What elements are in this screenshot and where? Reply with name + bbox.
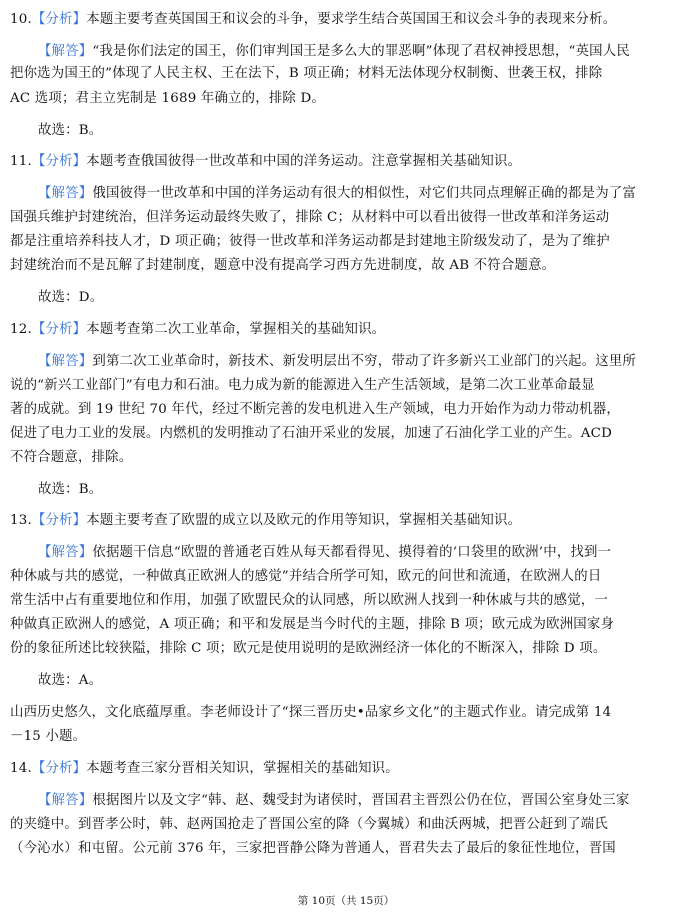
line-text: 份的象征所述比较狭隘，排除 C 项；欧元是使用说明的是欧洲经济一体化的不断深入，排除 D 项。 (10, 641, 607, 656)
line-text: 故选：A。 (38, 673, 103, 688)
text-line (38, 121, 686, 141)
line-text: 本题考查三家分晋相关知识，掌握相关的基础知识。 (86, 761, 399, 776)
text-line (10, 232, 686, 252)
text-line (10, 208, 686, 228)
text-line (10, 511, 686, 531)
text-line (10, 615, 686, 635)
answer-tag: 【解答】 (38, 793, 93, 808)
line-text: 种做真正欧洲人的感觉，A 项正确；和平和发展是当今时代的主题，排除 B 项；欧元成为欧洲国家身 (10, 617, 615, 632)
line-text: 故选：B。 (38, 123, 103, 138)
analysis-tag: 【分析】 (31, 12, 87, 27)
line-text: 说的“新兴工业部门”有电力和石油。电力成为新的能源进入生产生活领域，是第二次工业革命最显 (10, 378, 595, 393)
text-line (38, 184, 686, 204)
text-line (10, 639, 686, 659)
line-text: 到第二次工业革命时，新技术、新发明层出不穷，带动了许多新兴工业部门的兴起。这里所 (92, 354, 636, 369)
line-text: 的夹缝中。到晋孝公时，韩、赵两国抢走了晋国公室的降（今翼城）和曲沃两城，把晋公赶到了端氏 (10, 817, 608, 832)
question-number: 14. (10, 761, 32, 776)
text-line (10, 152, 686, 172)
question-number: 10. (10, 12, 32, 27)
page-footer: 第 10页（共 15页） (297, 895, 395, 907)
line-text: 依据题干信息“欧盟的普通老百姓从每天都看得见、摸得着的‘口袋里的欧洲’中，找到一 (92, 545, 612, 560)
text-line (38, 480, 686, 500)
line-text: 故选：B。 (38, 482, 103, 497)
text-line (38, 42, 686, 62)
line-text: 促进了电力工业的发展。内燃机的发明推动了石油开采业的发展，加速了石油化学工业的产生。ACD (10, 426, 613, 441)
question-number: 11. (10, 154, 32, 169)
text-line (10, 424, 686, 444)
line-text: “我是你们法定的国王，你们审判国王是多么大的罪恶啊”体现了君权神授思想，“英国人民 (92, 44, 630, 59)
line-text: 都是注重培养科技人才，D 项正确；彼得一世改革和洋务运动都是封建地主阶级发动了，是为了维护 (10, 234, 610, 249)
text-line (10, 320, 686, 340)
line-text: 根据图片以及文字“韩、赵、魏受封为诸侯时，晋国君主晋烈公仍在位，晋国公室身处三家 (92, 793, 630, 808)
line-text: 故选：D。 (38, 290, 104, 305)
text-line (10, 400, 686, 420)
line-text: 本题考查俄国彼得一世改革和中国的洋务运动。注意掌握相关基础知识。 (86, 154, 522, 169)
line-text: 本题考查第二次工业革命，掌握相关的基础知识。 (86, 322, 386, 337)
line-text: 种休戚与共的感觉，一种做真正欧洲人的感觉”并结合所学可知，欧元的问世和流通，在欧洲人的日 (10, 569, 602, 584)
answer-tag: 【解答】 (38, 44, 93, 59)
line-text: 把你选为国王的”体现了人民主权、王在法下，B 项正确；材料无法体现分权制衡、世袭王权，排除 (10, 66, 603, 81)
text-line (10, 759, 686, 779)
line-text: 不符合题意，排除。 (10, 450, 133, 465)
text-line (38, 352, 686, 372)
line-text: 本题主要考查英国国王和议会的斗争，要求学生结合英国国王和议会斗争的表现来分析。 (86, 12, 617, 27)
question-number: 12. (10, 322, 32, 337)
analysis-tag: 【分析】 (31, 322, 87, 337)
line-text: 山西历史悠久，文化底蕴厚重。李老师设计了“探三晋历史•品家乡文化”的主题式作业。请完成第 14 (10, 705, 612, 720)
text-line (10, 64, 686, 84)
line-text: 俄国彼得一世改革和中国的洋务运动有很大的相似性，对它们共同点理解正确的都是为了富 (92, 186, 636, 201)
text-line (10, 10, 686, 30)
text-line (10, 376, 686, 396)
text-line (38, 543, 686, 563)
text-line (10, 448, 686, 468)
line-text: 本题主要考查了欧盟的成立以及欧元的作用等知识，掌握相关基础知识。 (86, 513, 522, 528)
answer-tag: 【解答】 (38, 545, 93, 560)
analysis-tag: 【分析】 (31, 154, 87, 169)
text-line (10, 591, 686, 611)
text-line (10, 567, 686, 587)
text-line (10, 727, 686, 747)
text-line (38, 671, 686, 691)
text-line (10, 703, 686, 723)
line-text: AC 选项；君主立宪制是 1689 年确立的，排除 D。 (10, 91, 325, 106)
analysis-tag: 【分析】 (31, 513, 87, 528)
question-number: 13. (10, 513, 32, 528)
line-text: （今沁水）和屯留。公元前 376 年，三家把晋静公降为普通人，晋君失去了最后的象征性地位，晋国 (10, 841, 616, 856)
text-line (38, 288, 686, 308)
line-text: 著的成就。到 19 世纪 70 年代，经过不断完善的发电机进入生产领域，电力开始作为动力带动机器， (10, 402, 620, 417)
answer-tag: 【解答】 (38, 186, 93, 201)
text-line (10, 839, 686, 859)
line-text: 国强兵维护封建统治，但洋务运动最终失败了，排除 C；从材料中可以看出彼得一世改革和洋务运动 (10, 210, 610, 225)
line-text: －15 小题。 (10, 729, 87, 744)
analysis-tag: 【分析】 (31, 761, 87, 776)
text-line (10, 256, 686, 276)
text-line (10, 815, 686, 835)
line-text: 常生活中占有重要地位和作用，加强了欧盟民众的认同感，所以欧洲人找到一种休戚与共的感觉，一 (10, 593, 608, 608)
text-line (38, 791, 686, 811)
answer-tag: 【解答】 (38, 354, 93, 369)
text-line (10, 89, 686, 109)
line-text: 封建统治而不是瓦解了封建制度，题意中没有提高学习西方先进制度，故 AB 不符合题意。 (10, 258, 556, 273)
